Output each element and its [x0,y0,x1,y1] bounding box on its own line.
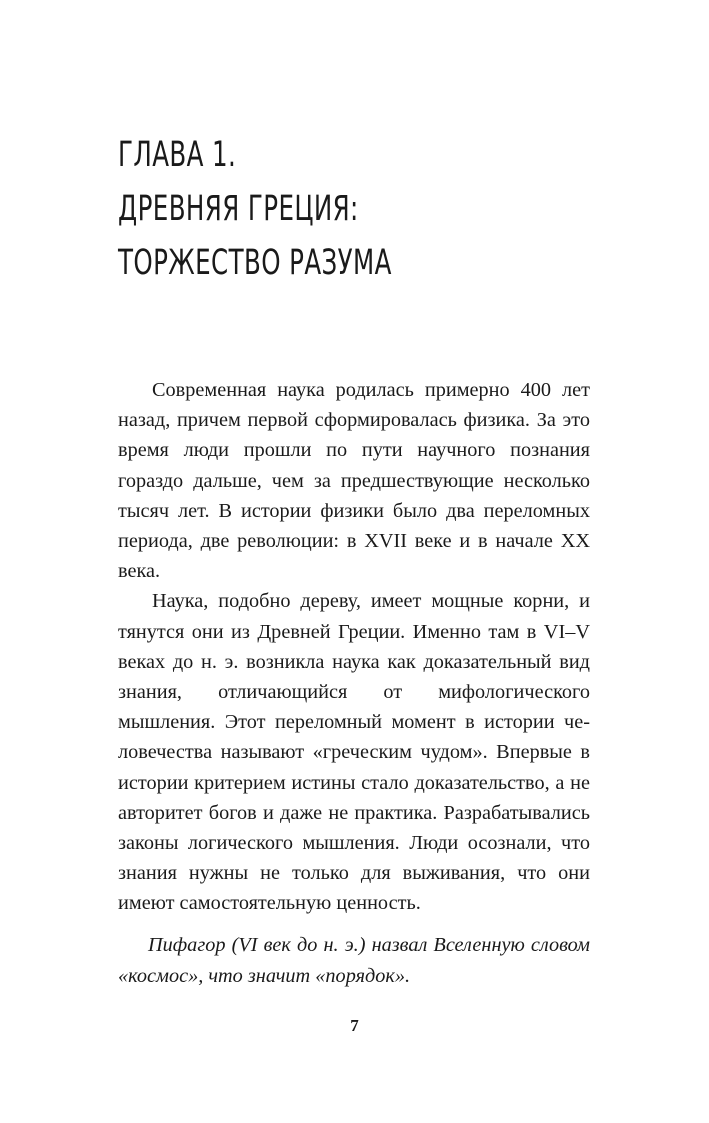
body-text [118,375,590,919]
paragraph-1: Современная наука родилась примерно 400 лет назад, причем первой сформировалась физика. За это время люди прошли по пути научного познания гораздо дальше, чем за предшествующие несколько тысяч лет. В истории физики было два переломных периода, две революции: в XVII веке и в начале XX века. [118,379,590,583]
chapter-title-line-3: ТОРЖЕСТВО РАЗУМА [118,243,392,283]
paragraph-2: Наука, подобно дереву, имеет мощные корни, и тянутся они из Древней Греции. Именно там в VI–V веках до н. э. возникла наука как доказательный вид знания, отличающийся от мифологического мышления. Этот переломный момент в истории человечества называют «греческим чудом». Впервые в истории критерием истины стало доказательство, а не авторитет богов и даже не практика. Разрабатывались законы логического мышления. Люди осознали, что знания нужны не только для выживания, что они имеют самостоятельную ценность. [118,590,590,915]
page-number: 7 [350,1016,359,1035]
chapter-title-line-1: ГЛАВА 1. [118,135,237,175]
chapter-title-line-2: ДРЕВНЯЯ ГРЕЦИЯ: [118,189,359,229]
chapter-title [118,128,524,290]
footnote: Пифагор (VI век до н. э.) назвал Вселенную словом «космос», что значит «порядок». [118,934,590,987]
